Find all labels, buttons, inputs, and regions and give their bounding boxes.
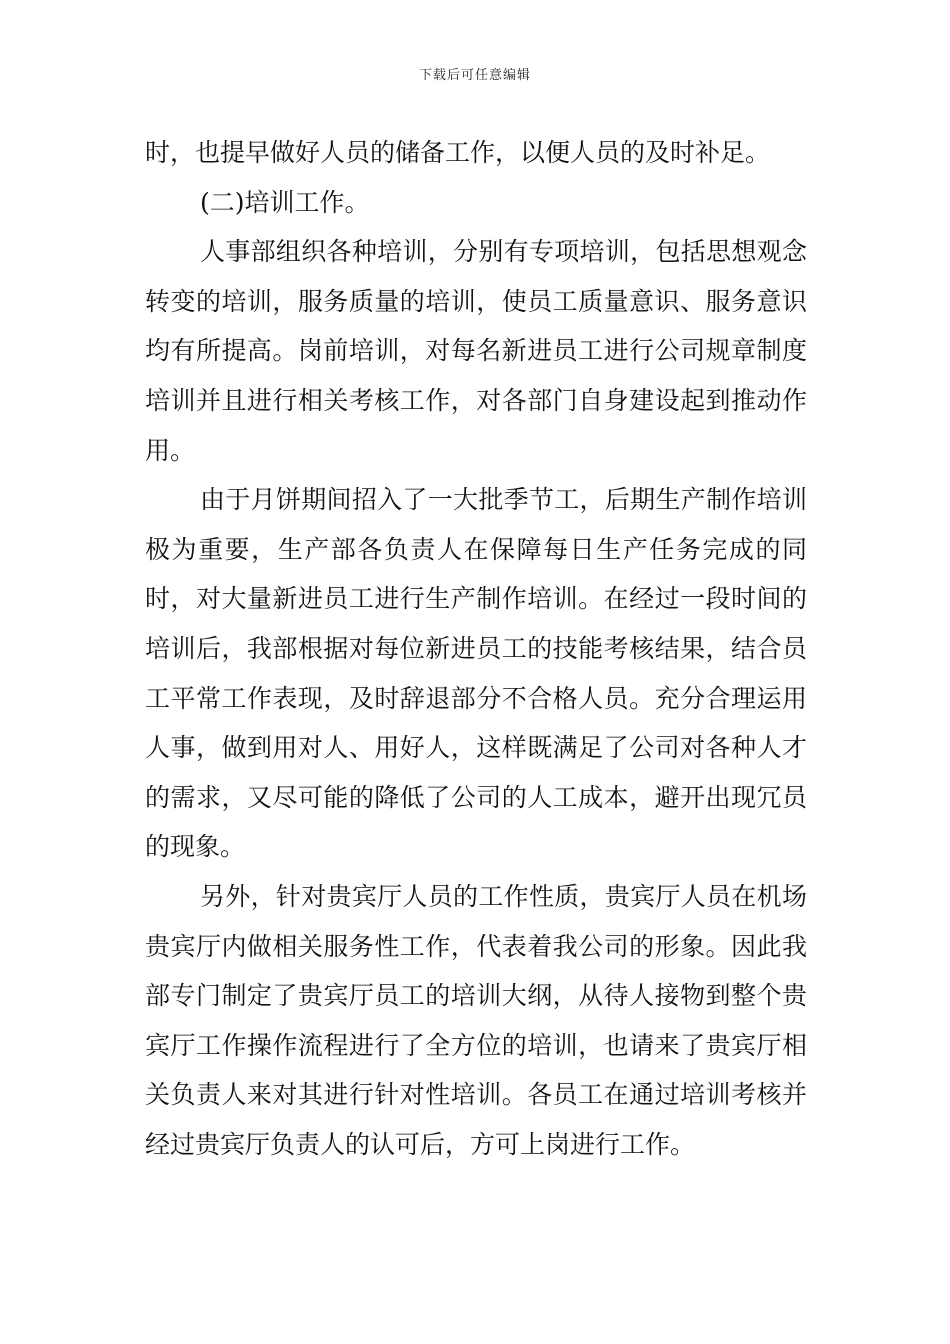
paragraph-4: 由于月饼期间招入了一大批季节工，后期生产制作培训极为重要，生产部各负责人在保障每日生产任务完成的同时，对大量新进员工进行生产制作培训。在经过一段时间的培训后，我部根据对每位新进员工的技能考核结果，结合员工平常工作表现，及时辞退部分不合格人员。充分合理运用人事，做到用对人、用好人，这样既满足了公司对各种人才的需求，又尽可能的降低了公司的人工成本，避开出现冗员的现象。	[145, 485, 807, 862]
paragraph-1: 时，也提早做好人员的储备工作，以便人员的及时补足。	[145, 138, 771, 167]
document-body	[145, 128, 807, 1169]
paragraph-5: 另外，针对贵宾厅人员的工作性质，贵宾厅人员在机场贵宾厅内做相关服务性工作，代表着我公司的形象。因此我部专门制定了贵宾厅员工的培训大纲，从待人接物到整个贵宾厅工作操作流程进行了全方位的培训，也请来了贵宾厅相关负责人来对其进行针对性培训。各员工在通过培训考核并经过贵宾厅负责人的认可后，方可上岗进行工作。	[145, 881, 807, 1159]
paragraph-3: 人事部组织各种培训，分别有专项培训，包括思想观念转变的培训，服务质量的培训，使员工质量意识、服务意识均有所提高。岗前培训，对每名新进员工进行公司规章制度培训并且进行相关考核工作，对各部门自身建设起到推动作用。	[145, 237, 807, 465]
section-heading-training: (二)培训工作。	[200, 187, 370, 217]
page-header: 下载后可任意编辑	[418, 68, 531, 83]
